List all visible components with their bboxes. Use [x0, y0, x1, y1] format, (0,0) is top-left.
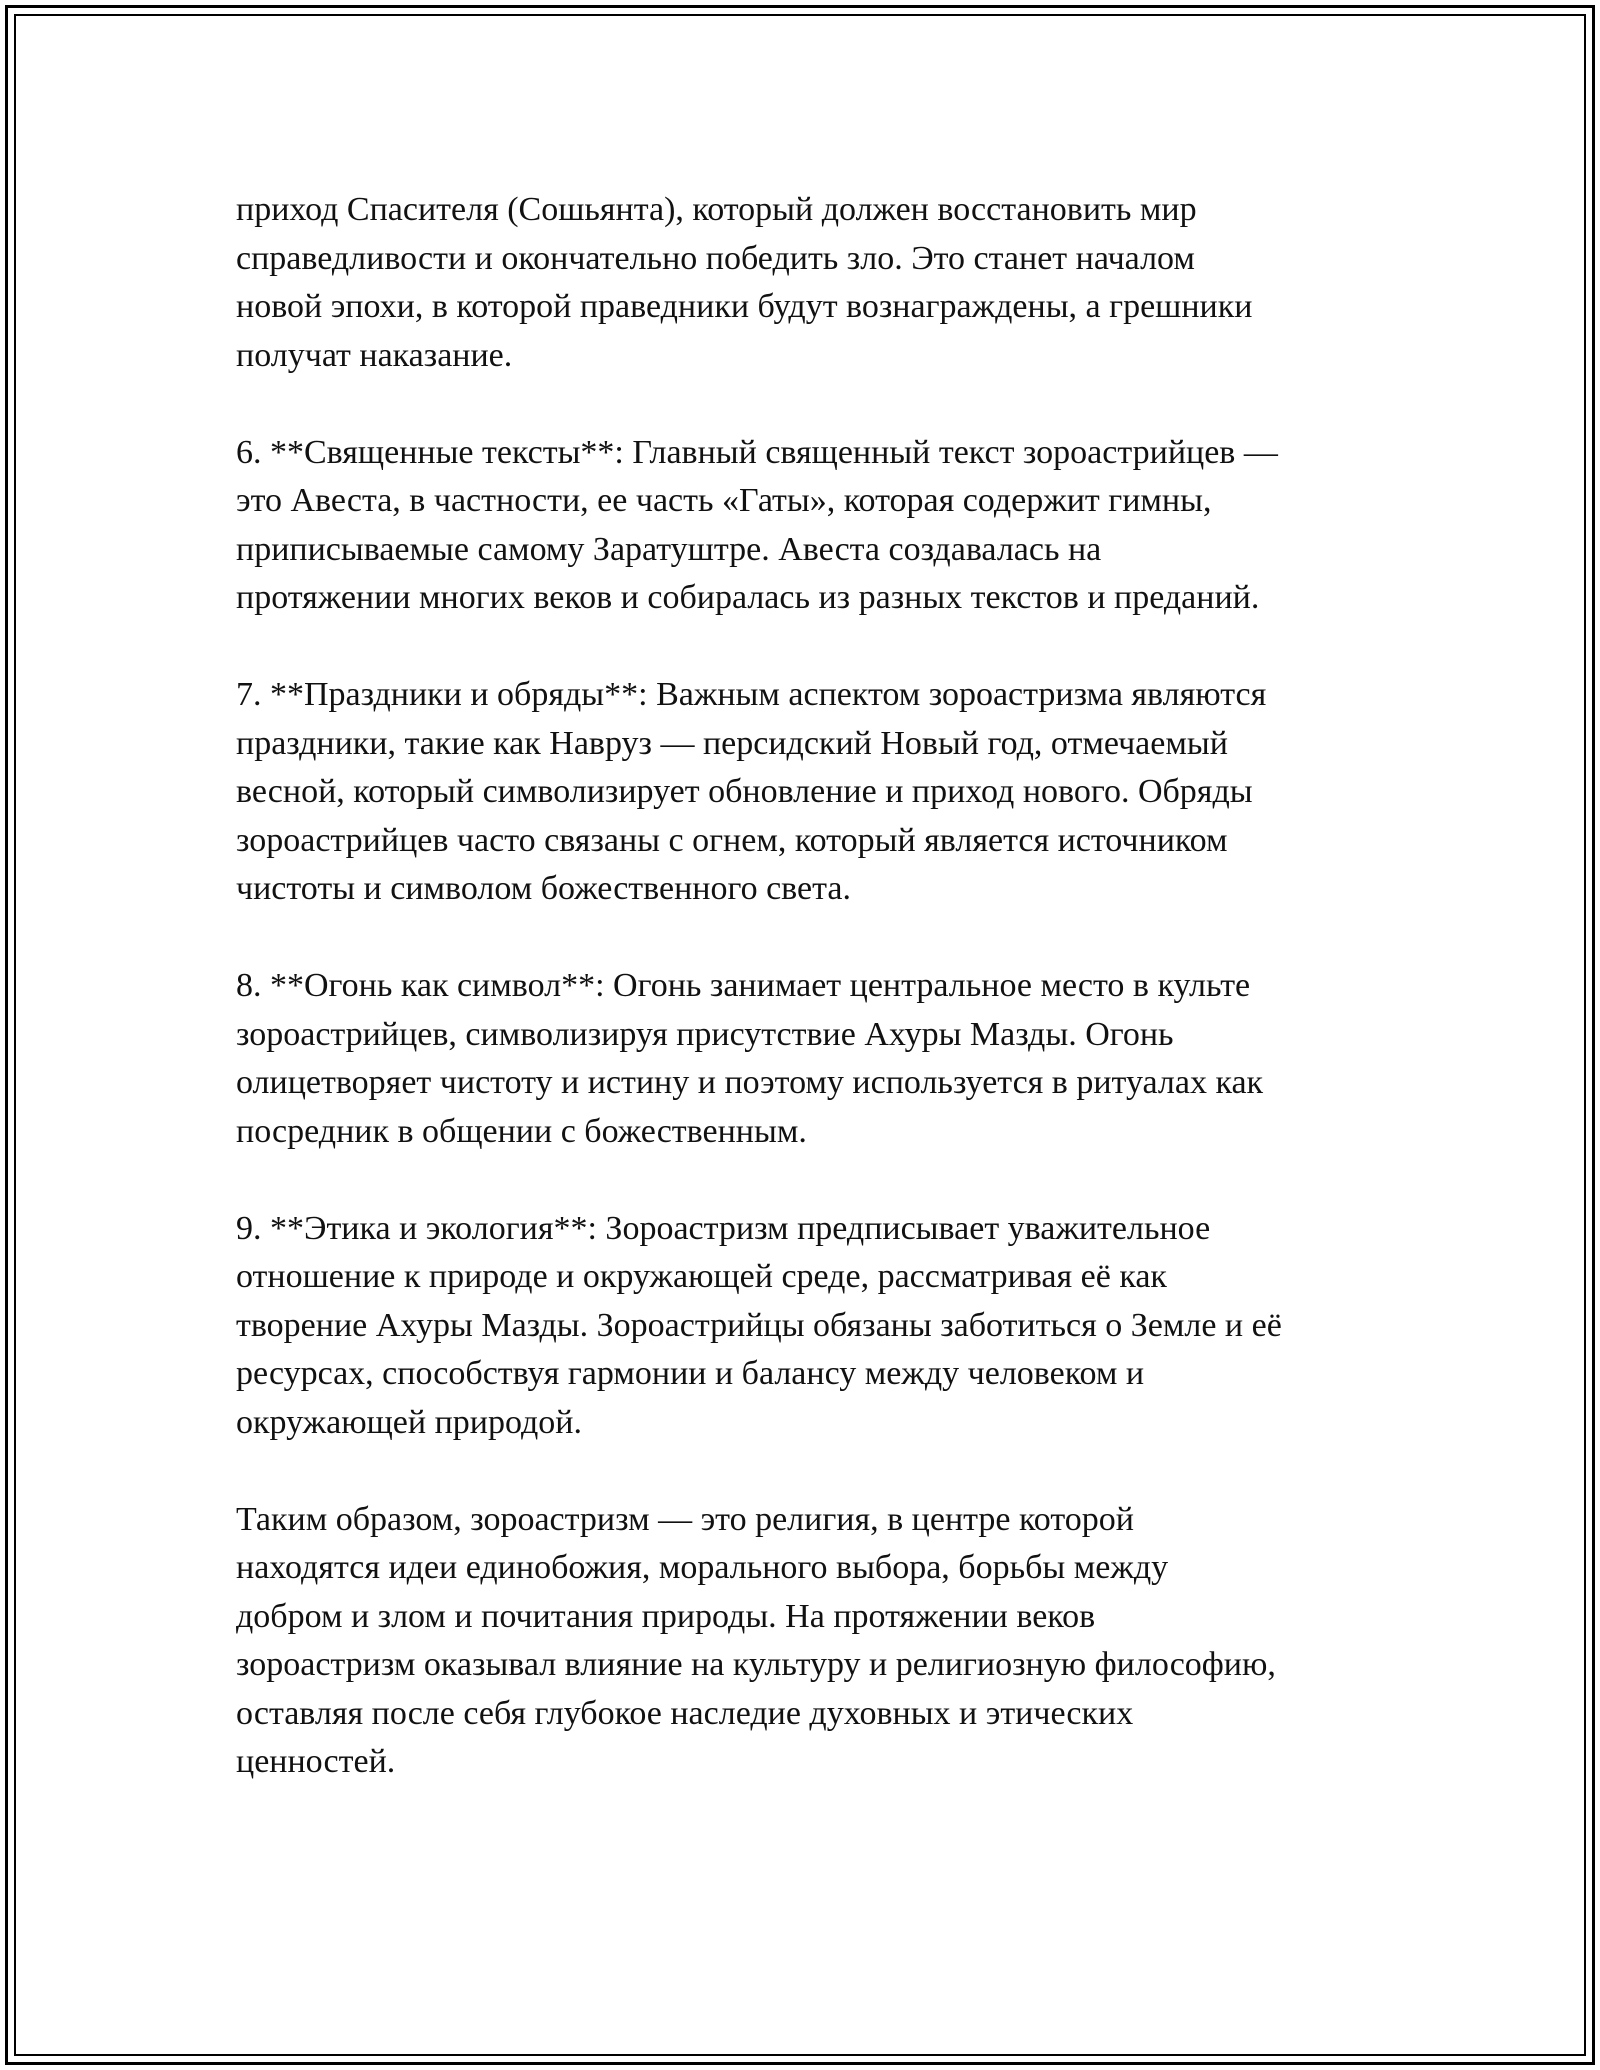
paragraph-conclusion: Таким образом, зороастризм — это религия, в центре которой находятся идеи единобожия, морального выбора, борьбы между добром и злом и почитания природы. На протяжении веков зороастризм оказывал влияние на культуру и религиозную философию, оставляя после себя глубокое наследие духовных и этических ценностей.	[236, 1500, 1276, 1780]
paragraph-savior: приход Спасителя (Сошьянта), который должен восстановить мир справедливости и окончательно победить зло. Это станет началом новой эпохи, в которой праведники будут вознаграждены, а грешники получат наказание.	[236, 191, 1253, 374]
paragraph-sacred-texts: 6. **Священные тексты**: Главный священный текст зороастрийцев — это Авеста, в частности, ее часть «Гаты», которая содержит гимны, приписываемые самому Заратуштре. Авеста создавалась на протяжении многих веков и собиралась из разных текстов и преданий.	[236, 433, 1278, 616]
document-body	[236, 186, 1386, 1787]
paragraph-fire-symbol: 8. **Огонь как символ**: Огонь занимает центральное место в культе зороастрийцев, символизируя присутствие Ахуры Мазды. Огонь олицетворяет чистоту и истину и поэтому используется в ритуалах как посредник в общении с божественным.	[236, 967, 1264, 1150]
paragraph-holidays-rites: 7. **Праздники и обряды**: Важным аспектом зороастризма являются праздники, такие как Навруз — персидский Новый год, отмечаемый весной, который символизирует обновление и приход нового. Обряды зороастрийцев часто связаны с огнем, который является источником чистоты и символом божественного света.	[236, 676, 1267, 907]
paragraph-ethics-ecology: 9. **Этика и экология**: Зороастризм предписывает уважительное отношение к природе и окружающей среде, рассматривая её как творение Ахуры Мазды. Зороастрийцы обязаны заботиться о Земле и её ресурсах, способствуя гармонии и балансу между человеком и окружающей природой.	[236, 1209, 1282, 1441]
